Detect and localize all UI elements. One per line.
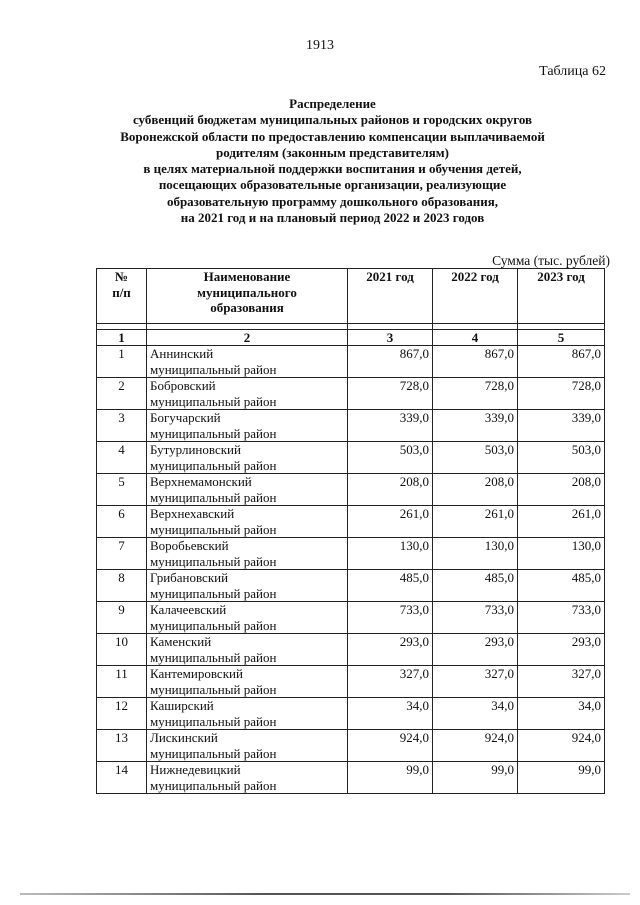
column-number: 3 — [348, 330, 433, 346]
row-value-2023: 728,0 — [518, 378, 605, 410]
row-value-2023: 339,0 — [518, 410, 605, 442]
table-row — [97, 346, 605, 378]
row-name: Лискинский муниципальный район — [147, 730, 348, 762]
row-number: 11 — [97, 666, 147, 698]
row-number: 5 — [97, 474, 147, 506]
table-row — [97, 666, 605, 698]
row-value-2021: 99,0 — [348, 762, 433, 794]
row-value-2023: 867,0 — [518, 346, 605, 378]
row-value-2021: 503,0 — [348, 442, 433, 474]
row-value-2023: 34,0 — [518, 698, 605, 730]
table-row — [97, 538, 605, 570]
table-row — [97, 378, 605, 410]
row-value-2021: 208,0 — [348, 474, 433, 506]
row-number: 6 — [97, 506, 147, 538]
row-name: Кантемировский муниципальный район — [147, 666, 348, 698]
header-2023: 2023 год — [518, 269, 605, 324]
row-value-2023: 924,0 — [518, 730, 605, 762]
table-row — [97, 602, 605, 634]
row-value-2021: 34,0 — [348, 698, 433, 730]
header-2021: 2021 год — [348, 269, 433, 324]
distribution-table — [96, 268, 605, 794]
table-row — [97, 442, 605, 474]
row-value-2023: 733,0 — [518, 602, 605, 634]
table-row — [97, 634, 605, 666]
table-row — [97, 474, 605, 506]
row-value-2021: 327,0 — [348, 666, 433, 698]
row-number: 9 — [97, 602, 147, 634]
row-value-2022: 503,0 — [433, 442, 518, 474]
row-value-2022: 261,0 — [433, 506, 518, 538]
column-number: 1 — [97, 330, 147, 346]
row-value-2023: 327,0 — [518, 666, 605, 698]
title-line: Распределение — [289, 96, 376, 111]
row-value-2023: 130,0 — [518, 538, 605, 570]
row-number: 12 — [97, 698, 147, 730]
row-name: Нижнедевицкий муниципальный район — [147, 762, 348, 794]
document-title — [80, 96, 585, 226]
units-label: Сумма (тыс. рублей) — [492, 253, 610, 268]
row-value-2022: 339,0 — [433, 410, 518, 442]
row-value-2022: 293,0 — [433, 634, 518, 666]
row-number: 8 — [97, 570, 147, 602]
bottom-rule — [20, 893, 630, 895]
title-line: в целях материальной поддержки воспитания и обучения детей, — [143, 161, 522, 177]
title-line: на 2021 год и на плановый период 2022 и 2023 годов — [180, 210, 485, 226]
row-number: 1 — [97, 346, 147, 378]
table-header-row — [97, 269, 605, 324]
row-value-2022: 34,0 — [433, 698, 518, 730]
row-name: Верхнехавский муниципальный район — [147, 506, 348, 538]
row-value-2023: 99,0 — [518, 762, 605, 794]
title-line: субвенций бюджетам муниципальных районов и городских округов — [132, 112, 533, 128]
row-value-2021: 733,0 — [348, 602, 433, 634]
header-number: № п/п — [97, 269, 147, 324]
row-name: Воробьевский муниципальный район — [147, 538, 348, 570]
column-number: 4 — [433, 330, 518, 346]
row-value-2021: 130,0 — [348, 538, 433, 570]
row-name: Аннинский муниципальный район — [147, 346, 348, 378]
row-name: Грибановский муниципальный район — [147, 570, 348, 602]
table-row — [97, 698, 605, 730]
column-number: 5 — [518, 330, 605, 346]
row-value-2022: 327,0 — [433, 666, 518, 698]
row-value-2022: 728,0 — [433, 378, 518, 410]
title-line: образовательную программу дошкольного образования, — [166, 193, 499, 209]
row-name: Каширский муниципальный район — [147, 698, 348, 730]
row-number: 10 — [97, 634, 147, 666]
row-value-2023: 485,0 — [518, 570, 605, 602]
row-name: Верхнемамонский муниципальный район — [147, 474, 348, 506]
row-value-2021: 924,0 — [348, 730, 433, 762]
row-value-2021: 485,0 — [348, 570, 433, 602]
row-name: Богучарский муниципальный район — [147, 410, 348, 442]
row-number: 4 — [97, 442, 147, 474]
row-name: Бобровский муниципальный район — [147, 378, 348, 410]
row-value-2021: 293,0 — [348, 634, 433, 666]
row-value-2021: 261,0 — [348, 506, 433, 538]
row-value-2022: 99,0 — [433, 762, 518, 794]
table-label: Таблица 62 — [539, 64, 606, 79]
row-value-2022: 867,0 — [433, 346, 518, 378]
row-value-2023: 503,0 — [518, 442, 605, 474]
row-value-2023: 261,0 — [518, 506, 605, 538]
row-number: 7 — [97, 538, 147, 570]
row-name: Бутурлиновский муниципальный район — [147, 442, 348, 474]
table-row — [97, 730, 605, 762]
row-value-2021: 728,0 — [348, 378, 433, 410]
table-row — [97, 762, 605, 794]
row-number: 13 — [97, 730, 147, 762]
column-number-row — [97, 330, 605, 346]
table-row — [97, 506, 605, 538]
title-line: родителям (законным представителям) — [215, 144, 449, 160]
table-row — [97, 410, 605, 442]
row-value-2022: 485,0 — [433, 570, 518, 602]
header-2022: 2022 год — [433, 269, 518, 324]
row-value-2022: 733,0 — [433, 602, 518, 634]
row-name: Калачеевский муниципальный район — [147, 602, 348, 634]
row-number: 14 — [97, 762, 147, 794]
row-value-2023: 208,0 — [518, 474, 605, 506]
row-value-2022: 130,0 — [433, 538, 518, 570]
page-number: 1913 — [306, 38, 334, 53]
title-line: Воронежской области по предоставлению компенсации выплачиваемой — [120, 128, 545, 144]
row-name: Каменский муниципальный район — [147, 634, 348, 666]
row-value-2021: 867,0 — [348, 346, 433, 378]
title-line: посещающих образовательные организации, реализующие — [158, 177, 507, 193]
row-number: 2 — [97, 378, 147, 410]
header-name: Наименование муниципального образования — [147, 269, 348, 324]
table-row — [97, 570, 605, 602]
row-value-2023: 293,0 — [518, 634, 605, 666]
column-number: 2 — [147, 330, 348, 346]
row-value-2022: 208,0 — [433, 474, 518, 506]
row-value-2022: 924,0 — [433, 730, 518, 762]
row-value-2021: 339,0 — [348, 410, 433, 442]
row-number: 3 — [97, 410, 147, 442]
